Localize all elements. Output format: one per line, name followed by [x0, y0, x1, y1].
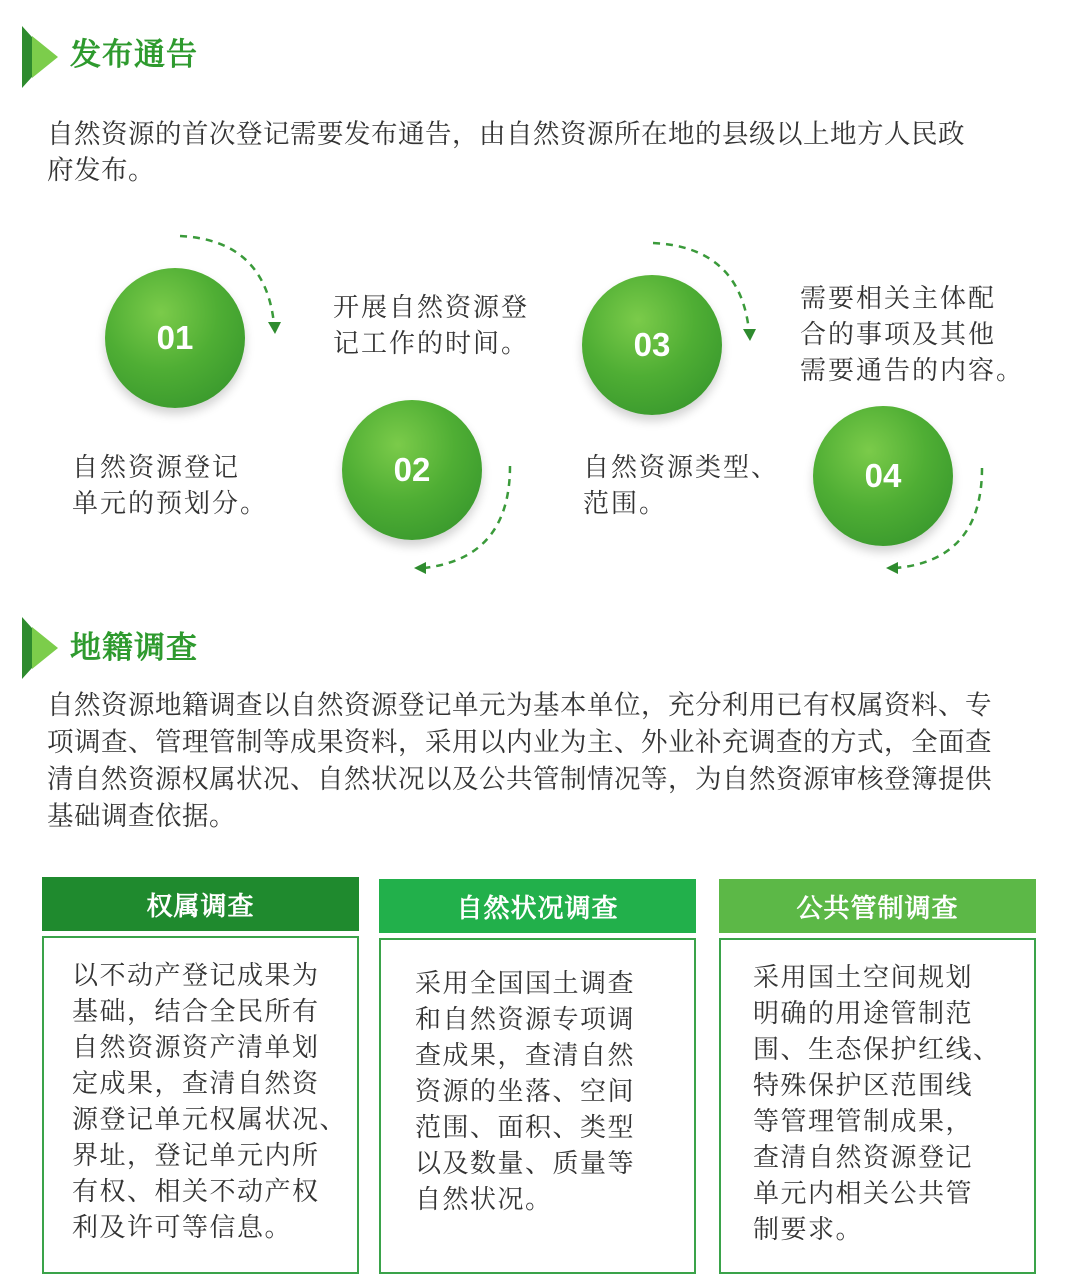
- box-text-line: 和自然资源专项调: [415, 1005, 636, 1035]
- box-text-line: 资源的坐落、空间: [415, 1077, 636, 1107]
- step-circle-04: 04: [813, 406, 953, 546]
- step-circle-01: 01: [105, 268, 245, 408]
- step-text-01-line2: 单元的预划分。: [72, 489, 269, 519]
- step-text-02-line1: 开展自然资源登: [333, 293, 530, 323]
- box-text-line: 源登记单元权属状况、: [72, 1105, 348, 1135]
- box-text-line: 采用国土空间规划: [753, 963, 974, 993]
- box-text-line: 采用全国国土调查: [415, 969, 636, 999]
- box-text-line: 以不动产登记成果为: [72, 961, 320, 991]
- section-title-notice: 发布通告: [70, 37, 198, 73]
- box-text-line: 以及数量、质量等: [415, 1149, 636, 1179]
- step-text-04-line3: 需要通告的内容。: [800, 356, 1025, 386]
- section-title-survey: 地籍调查: [70, 630, 198, 666]
- section-chevron-icon: [22, 26, 62, 88]
- box-text-line: 特殊保护区范围线: [753, 1071, 974, 1101]
- survey-intro-line3: 清自然资源权属状况、自然状况以及公共管制情况等，为自然资源审核登簿提供: [47, 764, 992, 795]
- box-text-line: 明确的用途管制范: [753, 999, 974, 1029]
- box-text-line: 界址，登记单元内所: [72, 1141, 320, 1171]
- step-circle-03: 03: [582, 275, 722, 415]
- dashed-arrow-icon: [170, 228, 290, 338]
- survey-intro-line1: 自然资源地籍调查以自然资源登记单元为基本单位，充分利用已有权属资料、专: [47, 690, 992, 721]
- step-text-03-line2: 范围。: [583, 489, 668, 519]
- notice-intro-line1: 自然资源的首次登记需要发布通告，由自然资源所在地的县级以上地方人民政: [47, 119, 965, 150]
- box-text-line: 单元内相关公共管: [753, 1179, 974, 1209]
- section-chevron-icon: [22, 617, 62, 679]
- box-text-line: 查成果，查清自然: [415, 1041, 636, 1071]
- box-text-line: 基础，结合全民所有: [72, 997, 320, 1027]
- box-text-line: 定成果，查清自然资: [72, 1069, 320, 1099]
- box-text-line: 等管理管制成果，: [753, 1107, 974, 1137]
- step-text-04-line1: 需要相关主体配: [800, 284, 997, 314]
- survey-intro-line4: 基础调查依据。: [47, 801, 236, 832]
- box-title-natural: 自然状况调查: [379, 879, 696, 933]
- survey-intro-line2: 项调查、管理管制等成果资料，采用以内业为主、外业补充调查的方式，全面查: [47, 727, 992, 758]
- dashed-arrow-icon: [645, 235, 765, 345]
- box-text-line: 范围、面积、类型: [415, 1113, 636, 1143]
- box-text-line: 查清自然资源登记: [753, 1143, 974, 1173]
- box-text-line: 有权、相关不动产权: [72, 1177, 320, 1207]
- dashed-arrow-icon: [882, 462, 992, 582]
- box-text-line: 围、生态保护红线、: [753, 1035, 1001, 1065]
- step-text-04-line2: 合的事项及其他: [800, 320, 997, 350]
- box-title-public: 公共管制调查: [719, 879, 1036, 933]
- step-circle-02: 02: [342, 400, 482, 540]
- notice-intro-line2: 府发布。: [47, 155, 155, 186]
- dashed-arrow-icon: [410, 460, 520, 580]
- step-text-03-line1: 自然资源类型、: [583, 453, 780, 483]
- box-text-line: 自然状况。: [415, 1185, 553, 1215]
- box-text-line: 自然资源资产清单划: [72, 1033, 320, 1063]
- box-text-line: 制要求。: [753, 1215, 864, 1245]
- box-title-ownership: 权属调查: [42, 877, 359, 931]
- box-text-line: 利及许可等信息。: [72, 1213, 293, 1243]
- step-text-01-line1: 自然资源登记: [72, 453, 241, 483]
- step-text-02-line2: 记工作的时间。: [333, 329, 530, 359]
